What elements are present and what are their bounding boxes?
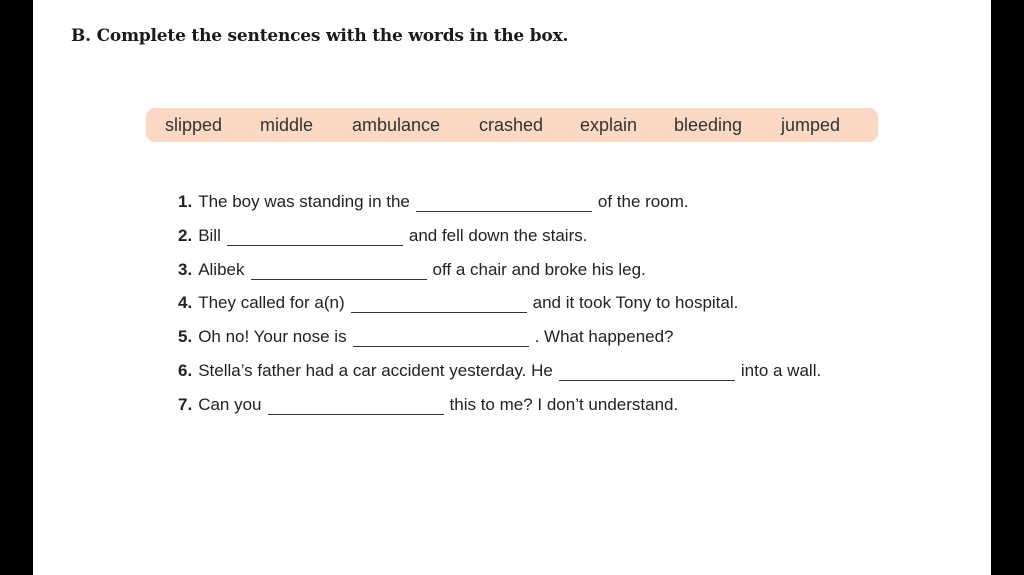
sentence-row	[178, 289, 738, 313]
word-box-item: explain	[580, 115, 638, 135]
worksheet-page	[33, 0, 991, 575]
sentence-row	[178, 323, 674, 347]
word-box-item: middle	[260, 115, 314, 135]
sentence-text-before: The boy was standing in the	[198, 192, 410, 211]
sentence-text-after: off a chair and broke his leg.	[432, 260, 646, 279]
sentence-row	[178, 222, 587, 246]
sentence-row	[178, 391, 678, 415]
word-box-item: bleeding	[674, 115, 743, 135]
sentence-number: 3.	[178, 260, 193, 279]
sentence-number: 7.	[178, 395, 193, 414]
sentence-row	[178, 256, 646, 280]
sentence-number: 5.	[178, 327, 193, 346]
word-box-item: jumped	[781, 115, 841, 135]
sentence-text-before: They called for a(n)	[198, 293, 345, 312]
sentence-row	[178, 188, 689, 212]
answer-blank[interactable]	[351, 294, 527, 313]
answer-blank[interactable]	[353, 328, 529, 347]
sentence-text-after: and fell down the stairs.	[408, 226, 588, 245]
sentence-text-before: Bill	[198, 226, 221, 245]
answer-blank[interactable]	[416, 193, 592, 212]
word-box-item: ambulance	[352, 115, 441, 135]
sentence-text-before: Oh no! Your nose is	[198, 327, 347, 346]
sentence-number: 2.	[178, 226, 193, 245]
sentence-text-before: Stella’s father had a car accident yesterday. He	[198, 361, 553, 380]
sentence-row	[178, 357, 821, 381]
sentence-number: 4.	[178, 293, 193, 312]
sentence-text-after: and it took Tony to hospital.	[532, 293, 739, 312]
sentence-text-after: this to me? I don’t understand.	[449, 395, 679, 414]
exercise-title: B. Complete the sentences with the words in the box.	[71, 26, 569, 46]
sentence-text-before: Alibek	[198, 260, 245, 279]
sentence-text-after: . What happened?	[534, 327, 674, 346]
answer-blank[interactable]	[227, 227, 403, 246]
sentence-text-after: of the room.	[597, 192, 689, 211]
sentence-text-before: Can you	[198, 395, 262, 414]
word-box-item: crashed	[479, 115, 544, 135]
answer-blank[interactable]	[251, 261, 427, 280]
sentence-number: 6.	[178, 361, 193, 380]
word-box	[146, 108, 878, 142]
answer-blank[interactable]	[268, 396, 444, 415]
word-box-item: slipped	[165, 115, 223, 135]
sentence-number: 1.	[178, 192, 193, 211]
sentence-text-after: into a wall.	[740, 361, 822, 380]
answer-blank[interactable]	[559, 362, 735, 381]
